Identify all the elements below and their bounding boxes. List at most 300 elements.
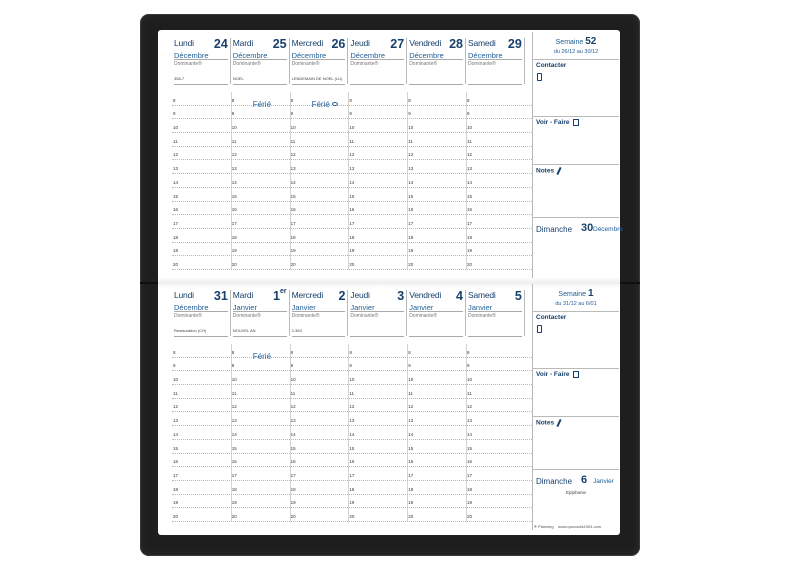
day-dominante: Dominante® [350, 61, 379, 67]
day-name: Mardi [232, 290, 254, 300]
hour-label: 16 [290, 207, 296, 213]
day-number [273, 37, 287, 51]
header-underline [233, 336, 287, 337]
day-number-value: 5 [514, 289, 522, 303]
hour-label: 16 [408, 207, 414, 213]
hour-label: 12 [290, 404, 296, 410]
hour-label: 8 [231, 349, 235, 355]
hour-label: 12 [349, 404, 355, 410]
phone-icon [537, 325, 542, 333]
day-number [508, 37, 522, 51]
day-header-lundi[interactable] [172, 38, 231, 84]
day-number-value: 24 [213, 37, 228, 51]
day-month: Janvier [291, 303, 316, 312]
day-number-value: 3 [397, 289, 405, 303]
day-event: 358-7 [174, 76, 185, 81]
hour-label: 16 [408, 459, 414, 465]
todo-title [536, 371, 579, 378]
sidebar-divider [533, 59, 619, 60]
day-number [390, 37, 404, 51]
hour-row[interactable] [172, 384, 532, 385]
day-dominante: Dominante® [468, 61, 496, 67]
hour-row[interactable] [172, 370, 532, 371]
hour-label: 12 [467, 152, 473, 158]
day-event: Restauration (CH) [174, 328, 207, 333]
hour-label: 13 [467, 418, 473, 424]
hour-label: 15 [173, 445, 179, 451]
hour-label: 15 [349, 193, 355, 199]
hour-label: 10 [349, 125, 355, 131]
hour-label: 20 [231, 514, 237, 519]
hour-row[interactable] [172, 453, 532, 454]
week-range: du 26/12 au 30/12 [553, 49, 599, 55]
day-event: 2-363 [291, 328, 302, 333]
hour-row[interactable] [172, 173, 532, 174]
day-header-vendredi[interactable] [407, 290, 466, 336]
day-month: Janvier [468, 303, 493, 312]
hour-label: 13 [290, 418, 296, 424]
hour-label: 16 [173, 459, 179, 465]
hour-label: 15 [467, 193, 473, 199]
hour-row[interactable] [172, 118, 532, 119]
day-event: NOËL [232, 76, 244, 81]
hour-label: 14 [173, 431, 179, 437]
hour-label: 17 [349, 220, 355, 226]
hour-label: 9 [467, 363, 470, 369]
hour-label: 13 [173, 166, 179, 172]
hour-label: 11 [349, 390, 355, 396]
hour-label: 16 [290, 459, 296, 465]
hour-label: 17 [231, 220, 237, 226]
day-month: Décembre [291, 51, 327, 60]
day-number [273, 289, 287, 303]
week-number: 52 [585, 36, 597, 47]
hour-label: 18 [467, 234, 473, 240]
hour-label: 18 [408, 486, 414, 492]
hour-label: 10 [290, 377, 296, 383]
sunday-name: Dimanche [536, 225, 573, 234]
hour-label: 8 [349, 97, 352, 103]
hour-label: 13 [467, 166, 473, 172]
day-number [214, 289, 228, 303]
hour-label: 17 [349, 472, 355, 478]
day-name: Samedi [468, 290, 496, 300]
week-sidebar [532, 284, 618, 530]
hour-label: 12 [408, 404, 414, 410]
hour-label: 15 [467, 445, 473, 451]
hour-row[interactable] [172, 132, 532, 133]
hour-label: 18 [467, 486, 473, 492]
hour-label: 11 [408, 390, 413, 396]
day-name: Lundi [174, 38, 194, 48]
sidebar-divider [533, 311, 619, 312]
day-name: Samedi [468, 38, 496, 48]
day-number-value: 31 [213, 289, 228, 303]
hour-label: 8 [290, 349, 294, 355]
hour-label: 15 [349, 445, 355, 451]
hour-row[interactable] [172, 255, 532, 256]
hour-row[interactable] [172, 425, 532, 426]
hour-label: 13 [408, 418, 414, 424]
header-underline [174, 84, 228, 85]
hour-label: 19 [290, 500, 296, 506]
sunday-number: 6 [581, 474, 588, 486]
hour-label: 14 [408, 179, 414, 185]
hour-row[interactable] [172, 228, 532, 229]
todo-title [536, 119, 579, 126]
hour-label: 11 [408, 138, 413, 144]
hour-label: 18 [349, 486, 355, 492]
header-underline [292, 336, 346, 337]
week-word: Semaine [558, 291, 587, 298]
hour-label: 20 [290, 262, 296, 267]
notes-label: Notes [536, 167, 555, 175]
hour-label: 19 [408, 248, 414, 254]
hour-label: 14 [173, 179, 179, 185]
hour-label: 19 [290, 248, 296, 254]
hour-label: 8 [408, 97, 411, 103]
sunday-name: Dimanche [536, 477, 573, 486]
week-page-top [158, 30, 623, 283]
hour-row[interactable] [172, 411, 532, 412]
hour-label: 19 [173, 248, 179, 254]
dominante-line [468, 311, 522, 312]
hour-label: 11 [467, 390, 472, 396]
week-range: du 31/12 au 6/01 [555, 301, 597, 307]
hour-label: 15 [173, 193, 179, 199]
hour-row[interactable] [172, 201, 532, 202]
hour-row[interactable] [172, 521, 532, 522]
hour-label: 20 [173, 514, 179, 519]
hour-label: 16 [467, 207, 473, 213]
hour-label: 10 [173, 125, 179, 131]
hour-label: 10 [467, 377, 473, 383]
notes-title [536, 167, 560, 175]
hour-label: 18 [290, 486, 296, 492]
notepad-icon [573, 371, 579, 378]
hour-row[interactable] [172, 357, 532, 358]
week-word: Semaine [555, 39, 584, 46]
hour-label: 17 [467, 220, 473, 226]
day-number-value: 29 [507, 37, 522, 51]
dominante-line [292, 311, 346, 312]
header-underline [409, 84, 463, 85]
hour-label: 9 [231, 363, 235, 369]
hour-label: 17 [290, 220, 296, 226]
day-header-samedi[interactable] [466, 38, 525, 84]
hour-label: 14 [231, 179, 237, 185]
day-header-jeudi[interactable] [348, 290, 407, 336]
contacts-title: Contacter [536, 314, 567, 321]
day-month: Janvier [350, 303, 375, 312]
week-number-label [533, 288, 619, 299]
day-dominante: Dominante® [174, 313, 202, 319]
hour-label: 18 [349, 234, 355, 240]
day-month: Décembre [174, 51, 209, 60]
todo-label: Voir - Faire [536, 371, 570, 379]
day-number [214, 37, 228, 51]
hour-label: 16 [349, 207, 355, 213]
hour-label: 20 [408, 514, 414, 519]
hour-label: 13 [231, 418, 237, 424]
hour-label: 19 [173, 500, 179, 506]
phone-icon [537, 73, 542, 81]
day-dominante: Dominante® [409, 61, 438, 67]
hour-label: 20 [349, 262, 355, 267]
sidebar-divider [533, 368, 619, 369]
day-name: Mercredi [291, 290, 324, 300]
hour-row[interactable] [172, 242, 532, 243]
hour-label: 9 [173, 363, 176, 369]
hour-label: 12 [408, 152, 414, 158]
holiday-label [312, 100, 338, 109]
hour-label: 13 [349, 166, 355, 172]
day-number-value: 1 [273, 289, 280, 303]
day-header-mercredi[interactable] [290, 290, 349, 336]
holiday-text: Férié [252, 99, 272, 109]
hour-label: 12 [290, 152, 296, 158]
hour-label: 17 [173, 472, 179, 478]
day-number-value: 25 [272, 37, 287, 51]
hour-label: 9 [349, 363, 352, 369]
hour-row[interactable] [172, 507, 532, 508]
day-number-value: 2 [338, 289, 346, 303]
hour-label: 10 [467, 125, 473, 131]
hour-label: 15 [408, 445, 414, 451]
day-name: Vendredi [409, 290, 442, 300]
hour-label: 12 [349, 152, 355, 158]
hour-label: 14 [290, 431, 296, 437]
hour-label: 19 [467, 248, 473, 254]
day-dominante: Dominante® [468, 313, 496, 319]
hour-label: 18 [173, 486, 179, 492]
hour-label: 16 [231, 207, 237, 213]
header-underline [409, 336, 463, 337]
hour-label: 15 [408, 193, 414, 199]
day-dominante: Dominante® [409, 313, 438, 319]
holiday-text: Férié [311, 99, 330, 109]
hour-label: 12 [173, 152, 179, 158]
hour-label: 16 [231, 459, 237, 465]
day-name: Vendredi [409, 38, 442, 48]
hour-label: 9 [467, 111, 470, 117]
hour-row[interactable] [172, 146, 532, 147]
hour-label: 8 [173, 349, 176, 355]
hour-row[interactable] [172, 187, 532, 188]
sidebar-divider [533, 416, 619, 417]
hour-label: 15 [231, 193, 237, 199]
day-number-ordinal: er [279, 288, 287, 295]
dominante-line [292, 59, 346, 60]
hour-label: 8 [467, 97, 470, 103]
hour-label: 9 [231, 111, 235, 117]
todo-label: Voir - Faire [536, 119, 570, 127]
hour-label: 8 [173, 97, 176, 103]
hour-row[interactable] [172, 159, 532, 160]
header-underline [292, 84, 346, 85]
hour-label: 17 [408, 472, 414, 478]
hour-row[interactable] [172, 494, 532, 495]
hour-label: 19 [231, 500, 237, 506]
hour-label: 9 [290, 111, 294, 117]
hour-label: 16 [173, 207, 179, 213]
hour-label: 16 [467, 459, 473, 465]
day-header-mardi[interactable] [231, 38, 290, 84]
hour-label: 12 [467, 404, 473, 410]
hour-grid[interactable] [172, 92, 532, 270]
hour-label: 19 [349, 500, 355, 506]
hour-label: 15 [231, 445, 237, 451]
header-underline [350, 84, 404, 85]
hour-row[interactable] [172, 439, 532, 440]
hour-label: 20 [408, 262, 414, 267]
hour-label: 19 [467, 500, 473, 506]
hour-label: 17 [290, 472, 296, 478]
day-name: Mercredi [291, 38, 324, 48]
day-number-value: 27 [390, 37, 405, 51]
hour-label: 8 [231, 97, 235, 103]
header-underline [468, 84, 522, 85]
day-header-samedi[interactable] [466, 290, 525, 336]
footer-brand: ® Planning [534, 524, 554, 529]
day-month: Janvier [232, 303, 257, 312]
hour-label: 8 [349, 349, 352, 355]
holiday-label [253, 100, 271, 109]
sidebar-divider [533, 469, 619, 470]
week-sidebar [532, 32, 623, 278]
dominante-line [174, 59, 228, 60]
sunday-month: Décembre [593, 226, 623, 233]
hour-row[interactable] [172, 269, 532, 270]
hour-label: 14 [467, 431, 473, 437]
day-dominante: Dominante® [232, 61, 261, 67]
sunday-month: Janvier [593, 478, 614, 485]
pen-icon [556, 419, 561, 427]
day-number [515, 289, 522, 303]
hour-label: 12 [231, 404, 237, 410]
week-page-bottom [158, 282, 620, 535]
notepad-icon [573, 119, 579, 126]
holiday-text: Férié [252, 351, 272, 361]
day-dominante: Dominante® [232, 313, 261, 319]
notes-label: Notes [536, 419, 555, 427]
hour-label: 20 [467, 514, 473, 519]
day-event: LENDEMAIN DE NOËL (LU) [291, 76, 343, 81]
hour-label: 20 [349, 514, 355, 519]
hour-label: 10 [349, 377, 355, 383]
sidebar-divider [533, 217, 619, 218]
hour-label: 8 [467, 349, 470, 355]
day-header-mardi[interactable] [231, 290, 290, 336]
hour-label: 10 [231, 377, 237, 383]
hour-label: 9 [173, 111, 176, 117]
day-number [397, 289, 404, 303]
hour-row[interactable] [172, 466, 532, 467]
day-header-jeudi[interactable] [348, 38, 407, 84]
sidebar-divider [533, 116, 619, 117]
hour-label: 14 [231, 431, 237, 437]
footer-url: www.quovadis1954.com [558, 524, 602, 529]
hour-label: 11 [467, 138, 472, 144]
header-underline [174, 336, 228, 337]
day-event: NOUVEL AN [232, 328, 256, 333]
header-underline [468, 336, 522, 337]
holiday-label [253, 352, 271, 361]
hour-label: 9 [349, 111, 352, 117]
hour-label: 10 [408, 125, 414, 131]
hour-label: 13 [408, 166, 414, 172]
hour-label: 11 [290, 390, 296, 396]
week-number: 1 [588, 288, 594, 299]
hour-grid[interactable] [172, 344, 532, 522]
day-dominante: Dominante® [291, 313, 320, 319]
hour-label: 13 [173, 418, 179, 424]
holiday-ring-icon [332, 102, 338, 106]
day-month: Décembre [468, 51, 503, 60]
dominante-line [468, 59, 522, 60]
hour-label: 10 [173, 377, 179, 383]
hour-label: 16 [349, 459, 355, 465]
day-name: Lundi [174, 290, 194, 300]
hour-label: 20 [173, 262, 179, 267]
dominante-line [233, 59, 287, 60]
dominante-line [409, 311, 463, 312]
hour-label: 9 [290, 363, 294, 369]
day-header-vendredi[interactable] [407, 38, 466, 84]
hour-label: 11 [231, 390, 237, 396]
sunday-number: 30 [581, 222, 594, 234]
hour-label: 17 [467, 472, 473, 478]
hour-label: 19 [408, 500, 414, 506]
hour-label: 14 [290, 179, 296, 185]
day-name: Jeudi [350, 38, 370, 48]
day-number-value: 4 [456, 289, 463, 303]
day-month: Décembre [409, 51, 444, 60]
hour-label: 10 [231, 125, 237, 131]
day-month: Janvier [409, 303, 434, 312]
hour-row[interactable] [172, 214, 532, 215]
hour-label: 11 [173, 390, 178, 396]
hour-label: 10 [290, 125, 296, 131]
hour-label: 12 [231, 152, 237, 158]
hour-row[interactable] [172, 398, 532, 399]
dominante-line [174, 311, 228, 312]
notes-title [536, 419, 560, 427]
hour-label: 18 [231, 486, 237, 492]
day-header-mercredi[interactable] [290, 38, 349, 84]
hour-label: 14 [467, 179, 473, 185]
pen-icon [556, 167, 561, 175]
week-number-label [533, 36, 619, 47]
dominante-line [350, 59, 404, 60]
hour-label: 8 [408, 349, 411, 355]
hour-label: 15 [290, 445, 296, 451]
hour-row[interactable] [172, 480, 532, 481]
hour-label: 13 [290, 166, 296, 172]
hour-label: 12 [173, 404, 179, 410]
day-month: Décembre [174, 303, 209, 312]
day-dominante: Dominante® [291, 61, 320, 67]
hour-label: 13 [349, 418, 355, 424]
hour-label: 20 [290, 514, 296, 519]
hour-label: 19 [231, 248, 237, 254]
hour-label: 9 [408, 111, 411, 117]
day-dominante: Dominante® [350, 313, 379, 319]
hour-row[interactable] [172, 105, 532, 106]
sidebar-divider [533, 164, 619, 165]
day-header-lundi[interactable] [172, 290, 231, 336]
hour-label: 18 [173, 234, 179, 240]
